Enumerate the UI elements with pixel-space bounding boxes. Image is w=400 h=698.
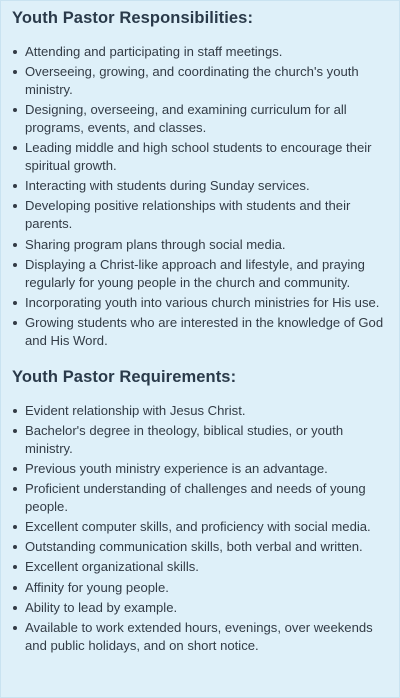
list-item: Developing positive relationships with students and their parents.: [12, 197, 393, 233]
list-item: Interacting with students during Sunday services.: [12, 177, 393, 195]
list-item: Overseeing, growing, and coordinating the church's youth ministry.: [12, 63, 393, 99]
responsibilities-list: [12, 43, 393, 350]
list-item: Evident relationship with Jesus Christ.: [12, 402, 393, 420]
requirements-list: [12, 402, 393, 655]
list-item: Excellent computer skills, and proficiency with social media.: [12, 518, 393, 536]
list-item: Ability to lead by example.: [12, 599, 393, 617]
list-item: Growing students who are interested in the knowledge of God and His Word.: [12, 314, 393, 350]
list-item: Leading middle and high school students to encourage their spiritual growth.: [12, 139, 393, 175]
list-item: Previous youth ministry experience is an advantage.: [12, 460, 393, 478]
list-item: Displaying a Christ-like approach and lifestyle, and praying regularly for young people in the church and community.: [12, 256, 393, 292]
list-item: Designing, overseeing, and examining curriculum for all programs, events, and classes.: [12, 101, 393, 137]
list-item: Affinity for young people.: [12, 579, 393, 597]
list-item: Bachelor's degree in theology, biblical studies, or youth ministry.: [12, 422, 393, 458]
list-item: Excellent organizational skills.: [12, 558, 393, 576]
list-item: Proficient understanding of challenges and needs of young people.: [12, 480, 393, 516]
list-item: Outstanding communication skills, both verbal and written.: [12, 538, 393, 556]
responsibilities-heading: Youth Pastor Responsibilities:: [12, 9, 254, 27]
list-item: Sharing program plans through social media.: [12, 236, 393, 254]
list-item: Available to work extended hours, evenings, over weekends and public holidays, and on short notice.: [12, 619, 393, 655]
list-item: Attending and participating in staff meetings.: [12, 43, 393, 61]
requirements-heading: Youth Pastor Requirements:: [12, 367, 237, 386]
list-item: Incorporating youth into various church ministries for His use.: [12, 294, 393, 312]
